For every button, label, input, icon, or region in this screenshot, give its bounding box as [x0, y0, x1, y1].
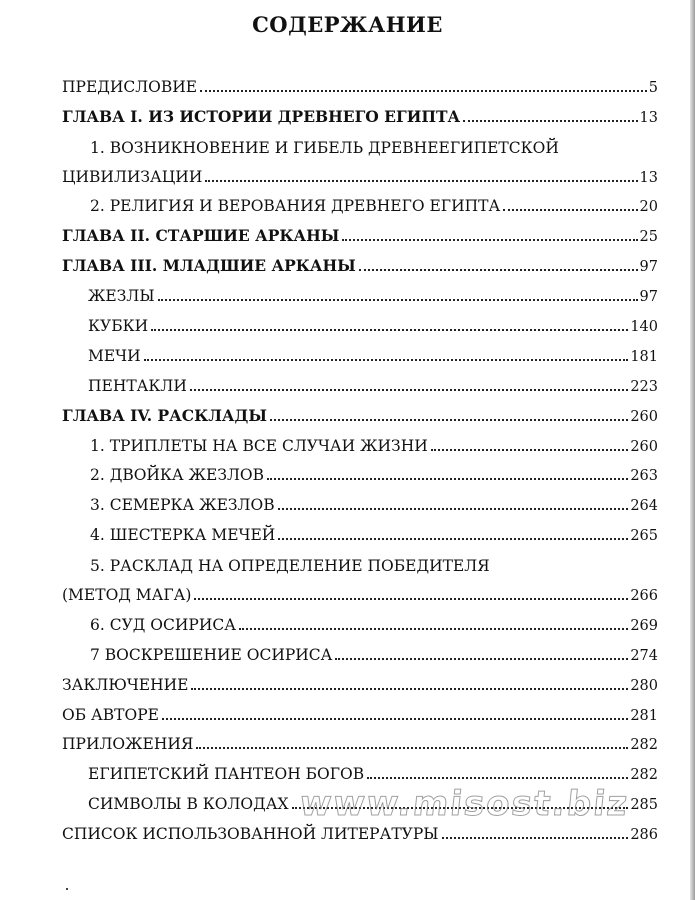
dot-leader [335, 658, 628, 660]
toc-entry-label: СПИСОК ИСПОЛЬЗОВАННОЙ ЛИТЕРАТУРЫ [62, 825, 439, 844]
toc-chapter-entry[interactable] [0, 101, 695, 131]
toc-entry-label: ЖЕЗЛЫ [88, 287, 155, 306]
toc-entry-label: 2. ДВОЙКА ЖЕЗЛОВ [90, 466, 265, 485]
toc-entry-label: ГЛАВА I. ИЗ ИСТОРИИ ДРЕВНЕГО ЕГИПТА [62, 106, 461, 126]
toc-entry[interactable] [0, 430, 695, 460]
dot-leader [442, 837, 629, 839]
toc-entry-page: 140 [630, 319, 658, 336]
dot-leader [278, 508, 629, 510]
toc-entry-page: 266 [630, 588, 658, 605]
dot-leader [158, 299, 638, 301]
toc-entry-label: 6. СУД ОСИРИСА [90, 615, 236, 634]
toc-entry[interactable] [0, 489, 695, 519]
toc-entry[interactable] [0, 579, 695, 609]
toc-entry-page: 280 [630, 677, 658, 694]
dot-leader [503, 209, 637, 211]
dot-leader [367, 777, 628, 779]
toc-entry-label: ЗАКЛЮЧЕНИЕ [62, 675, 189, 694]
toc-entry-page: 5 [648, 79, 658, 96]
toc-entry[interactable] [0, 161, 695, 191]
toc-entry-label: ГЛАВА III. МЛАДШИЕ АРКАНЫ [62, 256, 356, 276]
toc-entry-label: СИМВОЛЫ В КОЛОДАХ [88, 795, 289, 814]
toc-chapter-entry[interactable] [0, 400, 695, 430]
toc-entry-label: 5. РАСКЛАД НА ОПРЕДЕЛЕНИЕ ПОБЕДИТЕЛЯ [90, 557, 490, 576]
toc-entry-label: ЕГИПЕТСКИЙ ПАНТЕОН БОГОВ [88, 765, 365, 784]
toc-entry-label: 1. ТРИПЛЕТЫ НА ВСЕ СЛУЧАИ ЖИЗНИ [90, 436, 428, 455]
dot-leader [162, 718, 628, 720]
toc-entry-label: 3. СЕМЕРКА ЖЕЗЛОВ [90, 496, 275, 515]
table-of-contents [0, 71, 695, 848]
dot-leader [200, 90, 647, 92]
toc-entry-page: 269 [630, 617, 658, 634]
toc-entry-label: 2. РЕЛИГИЯ И ВЕРОВАНИЯ ДРЕВНЕГО ЕГИПТА [90, 197, 501, 216]
toc-entry[interactable] [0, 639, 695, 669]
toc-entry-page: 286 [630, 827, 658, 844]
toc-entry-page: 25 [639, 229, 658, 246]
dot-leader [359, 269, 638, 271]
dot-leader [342, 239, 637, 241]
toc-entry-page: 265 [630, 528, 658, 545]
toc-entry-label: 4. ШЕСТЕРКА МЕЧЕЙ [90, 526, 276, 545]
dot-leader [239, 628, 628, 630]
toc-chapter-entry[interactable] [0, 220, 695, 250]
dot-leader [196, 747, 628, 749]
toc-entry-label: ЦИВИЛИЗАЦИИ [62, 167, 203, 186]
toc-entry-page: 282 [630, 737, 658, 754]
toc-entry-label: КУБКИ [88, 317, 149, 336]
toc-entry[interactable] [0, 340, 695, 370]
toc-entry[interactable] [0, 729, 695, 759]
toc-entry-page: 13 [639, 109, 658, 126]
toc-entry-page: 282 [630, 767, 658, 784]
toc-entry-label: ГЛАВА IV. РАСКЛАДЫ [62, 405, 267, 425]
toc-entry[interactable] [0, 609, 695, 639]
toc-entry[interactable] [0, 191, 695, 221]
toc-entry-label: ПЕНТАКЛИ [88, 376, 187, 395]
watermark: www.misost.biz [297, 784, 631, 824]
toc-entry-page: 20 [639, 199, 658, 216]
toc-entry-page: 223 [630, 378, 658, 395]
toc-entry[interactable] [0, 71, 695, 101]
toc-entry-page: 285 [630, 797, 658, 814]
toc-entry-label: ПРЕДИСЛОВИЕ [62, 77, 198, 96]
dot-leader [144, 359, 629, 361]
toc-entry-label: (МЕТОД МАГА) [62, 586, 192, 605]
dot-leader [190, 389, 628, 391]
toc-entry-label: 7 ВОСКРЕШЕНИЕ ОСИРИСА [90, 645, 333, 664]
toc-entry-page: 181 [630, 348, 658, 365]
toc-entry-label: 1. ВОЗНИКНОВЕНИЕ И ГИБЕЛЬ ДРЕВНЕЕГИПЕТСКОЙ [90, 138, 559, 157]
toc-entry-label: МЕЧИ [88, 346, 141, 365]
dot-leader [431, 449, 629, 451]
toc-entry[interactable] [0, 131, 695, 161]
print-speck [66, 888, 68, 890]
dot-leader [463, 120, 637, 122]
toc-entry[interactable] [0, 669, 695, 699]
toc-entry-label: ГЛАВА II. СТАРШИЕ АРКАНЫ [62, 226, 340, 246]
dot-leader [205, 180, 637, 182]
toc-entry-page: 97 [639, 259, 658, 276]
toc-entry[interactable] [0, 699, 695, 729]
dot-leader [191, 688, 628, 690]
toc-entry[interactable] [0, 519, 695, 549]
toc-entry[interactable] [0, 549, 695, 579]
toc-entry[interactable] [0, 370, 695, 400]
toc-chapter-entry[interactable] [0, 250, 695, 280]
dot-leader [278, 538, 628, 540]
toc-entry-page: 97 [639, 289, 658, 306]
toc-entry-label: ОБ АВТОРЕ [62, 705, 159, 724]
toc-entry[interactable] [0, 280, 695, 310]
toc-entry-page: 260 [630, 438, 658, 455]
toc-entry[interactable] [0, 460, 695, 490]
toc-entry-page: 13 [639, 169, 658, 186]
dot-leader [267, 478, 628, 480]
toc-entry-page: 263 [630, 468, 658, 485]
toc-entry-label: ПРИЛОЖЕНИЯ [62, 735, 194, 754]
page-title: СОДЕРЖАНИЕ [252, 12, 443, 37]
dot-leader [270, 419, 628, 421]
toc-entry-page: 281 [630, 707, 658, 724]
dot-leader [151, 329, 628, 331]
toc-entry[interactable] [0, 310, 695, 340]
toc-entry-page: 274 [630, 647, 658, 664]
toc-entry-page: 264 [630, 498, 658, 515]
dot-leader [194, 598, 628, 600]
toc-entry-page: 260 [630, 408, 658, 425]
